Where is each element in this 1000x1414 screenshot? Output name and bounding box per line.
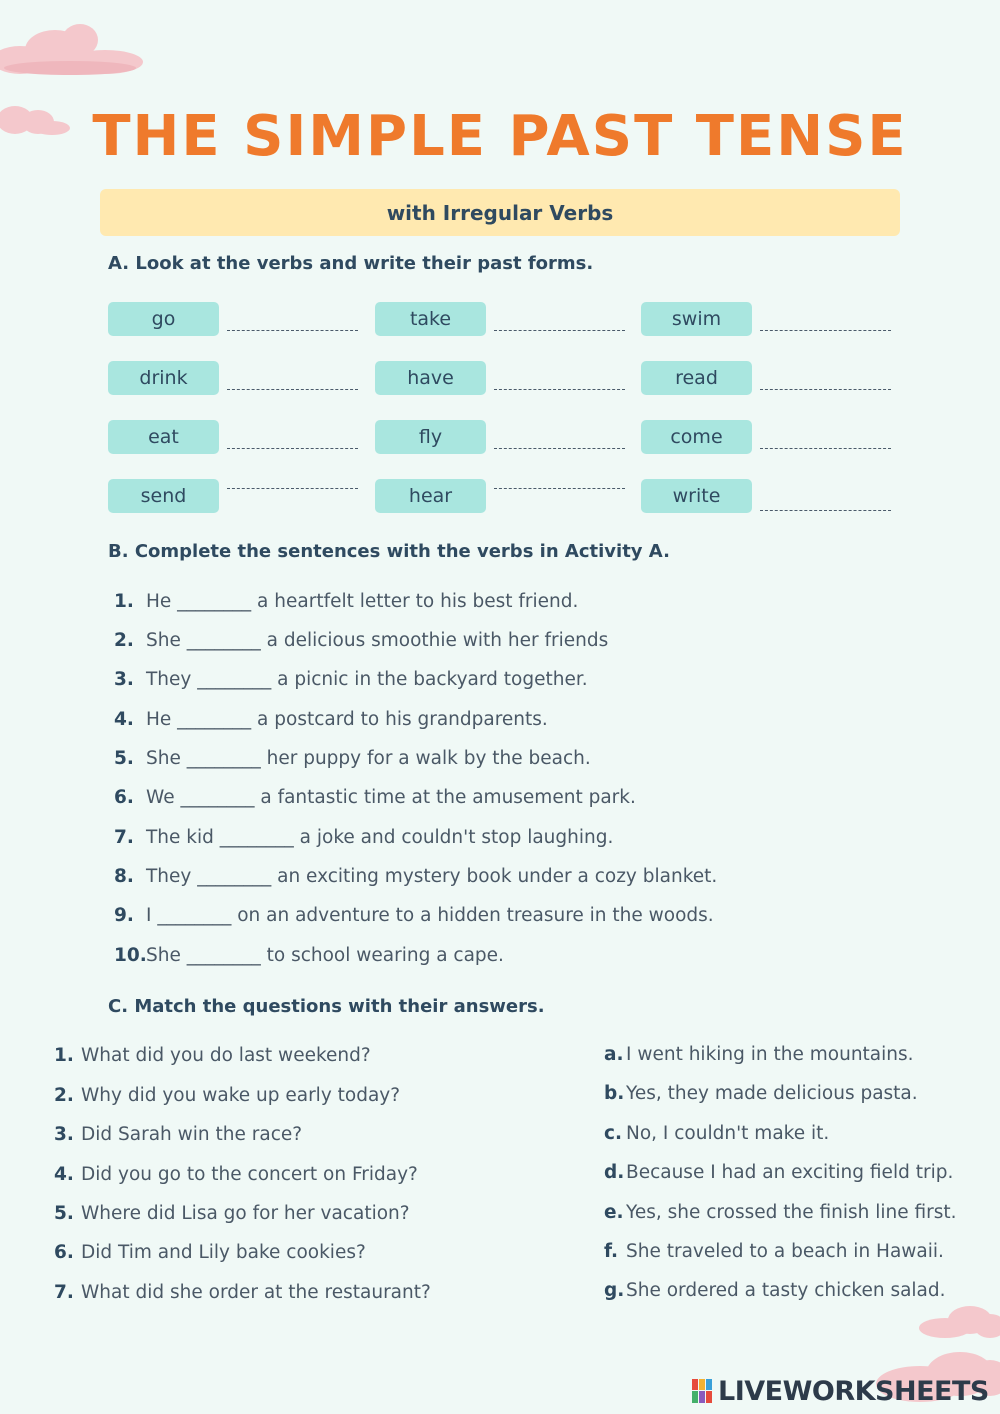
- verb-chip-fly: fly: [375, 420, 486, 454]
- answer-letter: c.: [604, 1123, 622, 1144]
- cloud-decoration-bottom-right: [915, 1300, 1000, 1342]
- sentence-number: 5.: [114, 748, 134, 769]
- liveworksheets-logo[interactable]: [692, 1374, 989, 1408]
- sentence-item[interactable]: [114, 669, 588, 690]
- answer-blank-take[interactable]: [494, 330, 625, 331]
- sentence-item[interactable]: [114, 866, 717, 887]
- verb-chip-drink: drink: [108, 361, 219, 395]
- question-text: Did Tim and Lily bake cookies?: [81, 1242, 366, 1263]
- cloud-decoration-top-left: [0, 20, 145, 82]
- question-number: 7.: [54, 1282, 74, 1303]
- answer-item[interactable]: [604, 1083, 918, 1104]
- answer-blank-hear[interactable]: [494, 488, 625, 489]
- answer-text: No, I couldn't make it.: [626, 1123, 830, 1144]
- sentence-number: 1.: [114, 591, 134, 612]
- sentence-text: I ________ on an adventure to a hidden treasure in the woods.: [146, 905, 714, 926]
- question-item[interactable]: [54, 1045, 371, 1066]
- sentence-text: We ________ a fantastic time at the amusement park.: [146, 787, 636, 808]
- question-text: Did you go to the concert on Friday?: [81, 1164, 418, 1185]
- question-item[interactable]: [54, 1203, 410, 1224]
- answer-text: Yes, they made delicious pasta.: [626, 1083, 918, 1104]
- verb-chip-eat: eat: [108, 420, 219, 454]
- verb-chip-send: send: [108, 479, 219, 513]
- sentence-item[interactable]: [114, 827, 613, 848]
- question-number: 5.: [54, 1203, 74, 1224]
- answer-blank-go[interactable]: [227, 330, 358, 331]
- answer-item[interactable]: [604, 1162, 953, 1183]
- sentence-number: 2.: [114, 630, 134, 651]
- sentence-text: They ________ an exciting mystery book under a cozy blanket.: [146, 866, 718, 887]
- question-text: Did Sarah win the race?: [81, 1124, 303, 1145]
- answer-text: She ordered a tasty chicken salad.: [626, 1280, 946, 1301]
- sentence-number: 7.: [114, 827, 134, 848]
- sentence-item[interactable]: [114, 630, 608, 651]
- subtitle-text: with Irregular Verbs: [386, 200, 614, 225]
- verb-chip-have: have: [375, 361, 486, 395]
- sentence-text: The kid ________ a joke and couldn't stop laughing.: [146, 827, 614, 848]
- question-item[interactable]: [54, 1085, 400, 1106]
- answer-blank-read[interactable]: [760, 389, 891, 390]
- answer-text: Because I had an exciting field trip.: [626, 1162, 954, 1183]
- answer-blank-send[interactable]: [227, 488, 358, 489]
- answer-letter: e.: [604, 1202, 624, 1223]
- sentence-item[interactable]: [114, 905, 714, 926]
- question-number: 1.: [54, 1045, 74, 1066]
- verb-chip-take: take: [375, 302, 486, 336]
- question-text: Where did Lisa go for her vacation?: [81, 1203, 410, 1224]
- question-item[interactable]: [54, 1282, 431, 1303]
- answer-text: Yes, she crossed the finish line first.: [626, 1202, 957, 1223]
- answer-blank-write[interactable]: [760, 510, 891, 511]
- question-text: Why did you wake up early today?: [81, 1085, 401, 1106]
- sentence-number: 8.: [114, 866, 134, 887]
- question-number: 3.: [54, 1124, 74, 1145]
- answer-item[interactable]: [604, 1123, 829, 1144]
- answer-blank-swim[interactable]: [760, 330, 891, 331]
- subtitle-banner: [100, 189, 900, 236]
- answer-letter: b.: [604, 1083, 625, 1104]
- sentence-item[interactable]: [114, 945, 504, 966]
- question-item[interactable]: [54, 1124, 302, 1145]
- sentence-number: 10.: [114, 945, 147, 966]
- page-title: THE SIMPLE PAST TENSE: [92, 104, 908, 169]
- sentence-text: He ________ a heartfelt letter to his best friend.: [146, 591, 579, 612]
- section-c-heading: C. Match the questions with their answers.: [108, 996, 545, 1017]
- answer-letter: g.: [604, 1280, 625, 1301]
- question-text: What did she order at the restaurant?: [81, 1282, 431, 1303]
- verb-chip-swim: swim: [641, 302, 752, 336]
- sentence-text: She ________ a delicious smoothie with her friends: [146, 630, 609, 651]
- question-item[interactable]: [54, 1242, 366, 1263]
- sentence-text: She ________ to school wearing a cape.: [146, 945, 504, 966]
- question-number: 4.: [54, 1164, 74, 1185]
- sentence-text: He ________ a postcard to his grandparents.: [146, 709, 548, 730]
- sentence-text: She ________ her puppy for a walk by the beach.: [146, 748, 591, 769]
- answer-blank-eat[interactable]: [227, 448, 358, 449]
- section-a-heading: A. Look at the verbs and write their past forms.: [108, 253, 594, 274]
- answer-text: She traveled to a beach in Hawaii.: [626, 1241, 944, 1262]
- verb-chip-come: come: [641, 420, 752, 454]
- answer-item[interactable]: [604, 1044, 914, 1065]
- answer-blank-drink[interactable]: [227, 389, 358, 390]
- sentence-number: 6.: [114, 787, 134, 808]
- sentence-item[interactable]: [114, 748, 591, 769]
- question-number: 2.: [54, 1085, 74, 1106]
- answer-letter: d.: [604, 1162, 625, 1183]
- answer-letter: a.: [604, 1044, 624, 1065]
- sentence-number: 3.: [114, 669, 134, 690]
- sentence-number: 9.: [114, 905, 134, 926]
- sentence-item[interactable]: [114, 709, 548, 730]
- answer-letter: f.: [604, 1241, 619, 1262]
- verb-chip-go: go: [108, 302, 219, 336]
- section-b-heading: B. Complete the sentences with the verbs in Activity A.: [108, 541, 670, 562]
- answer-blank-have[interactable]: [494, 389, 625, 390]
- answer-text: I went hiking in the mountains.: [626, 1044, 914, 1065]
- answer-blank-fly[interactable]: [494, 448, 625, 449]
- liveworksheets-logo-icon: [692, 1379, 714, 1403]
- sentence-number: 4.: [114, 709, 134, 730]
- question-text: What did you do last weekend?: [81, 1045, 371, 1066]
- question-item[interactable]: [54, 1164, 418, 1185]
- sentence-item[interactable]: [114, 591, 578, 612]
- verb-chip-read: read: [641, 361, 752, 395]
- question-number: 6.: [54, 1242, 74, 1263]
- verb-chip-write: write: [641, 479, 752, 513]
- sentence-text: They ________ a picnic in the backyard together.: [146, 669, 588, 690]
- verb-chip-hear: hear: [375, 479, 486, 513]
- liveworksheets-brand-text: LIVEWORKSHEETS: [718, 1375, 989, 1407]
- answer-item[interactable]: [604, 1202, 957, 1223]
- answer-item[interactable]: [604, 1280, 946, 1301]
- answer-item[interactable]: [604, 1241, 944, 1262]
- sentence-item[interactable]: [114, 787, 636, 808]
- answer-blank-come[interactable]: [760, 448, 891, 449]
